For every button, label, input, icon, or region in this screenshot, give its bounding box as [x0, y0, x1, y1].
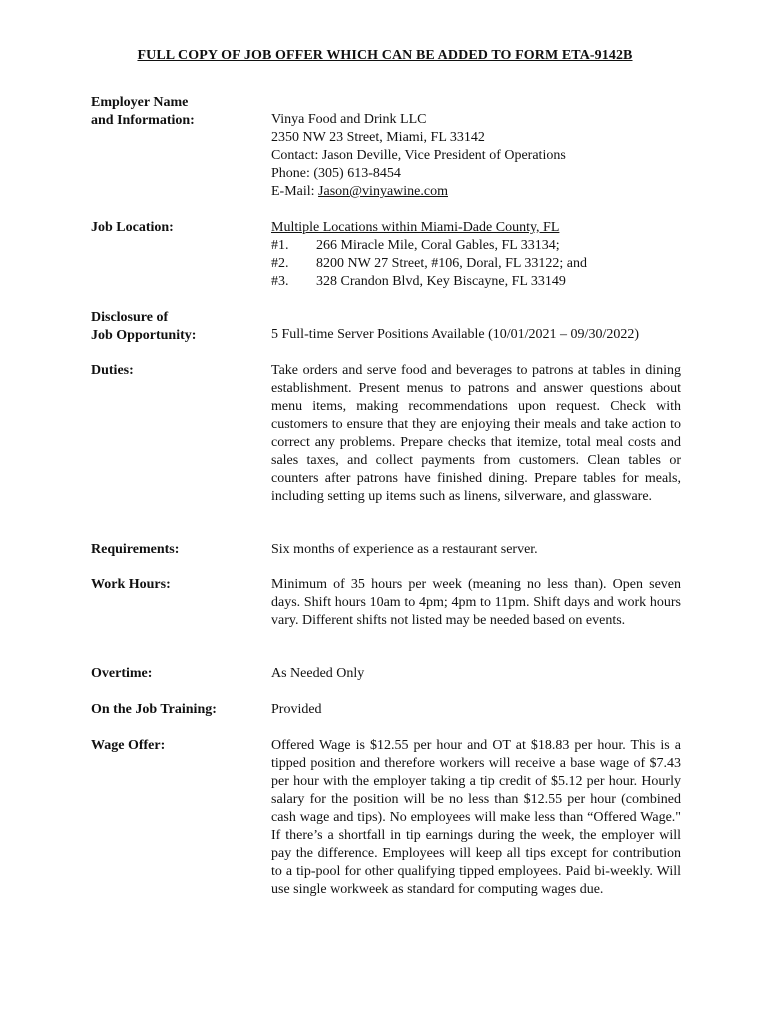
- location-address: 8200 NW 27 Street, #106, Doral, FL 33122; and: [316, 256, 588, 271]
- duties-value: Take orders and serve food and beverages to patrons at tables in dining establishment. Present menus to patrons and answer questions about menu items, making recommendations upon request. Check with customers to ensure that they are enjoying their meals and take action to correct any problems. Prepare checks that itemize, total meal costs and sales taxes, and collect payments from customers. Clean tables or counters after patrons have finished dining. Prepare tables for meals, including setting up items such as linens, silverware, and glassware.: [271, 363, 681, 504]
- employer-contact: Contact: Jason Deville, Vice President of Operations: [271, 148, 566, 163]
- job-location-item: [271, 255, 681, 273]
- requirements-value: Six months of experience as a restaurant server.: [271, 542, 538, 557]
- location-address: 328 Crandon Blvd, Key Biscayne, FL 33149: [316, 274, 566, 289]
- employer-email-link[interactable]: Jason@vinyawine.com: [318, 184, 448, 199]
- work-hours-value: Minimum of 35 hours per week (meaning no less than). Open seven days. Shift hours 10am to 4pm; 4pm to 11pm. Shift days and work hours vary. Different shifts not listed may be needed based on events.: [271, 577, 681, 628]
- training-label: On the Job Training:: [91, 702, 217, 717]
- employer-name: Vinya Food and Drink LLC: [271, 112, 427, 127]
- location-number: #1.: [271, 238, 289, 253]
- job-location-heading: Multiple Locations within Miami-Dade County, FL: [271, 220, 560, 235]
- location-address: 266 Miracle Mile, Coral Gables, FL 33134;: [316, 238, 560, 253]
- disclosure-label-line1: Disclosure of: [91, 310, 169, 325]
- employer-label: [91, 94, 266, 130]
- disclosure-label: [91, 309, 266, 345]
- requirements-label: Requirements:: [91, 542, 180, 557]
- overtime-label: Overtime:: [91, 666, 153, 681]
- job-location-item: [271, 273, 681, 291]
- duties-label: Duties:: [91, 363, 134, 378]
- employer-email-line: [271, 183, 681, 201]
- disclosure-label-line2: Job Opportunity:: [91, 328, 197, 343]
- disclosure-value: 5 Full-time Server Positions Available (10/01/2021 – 09/30/2022): [271, 327, 639, 342]
- training-value: Provided: [271, 702, 322, 717]
- job-location-info: [271, 219, 681, 291]
- employer-email-prefix: E-Mail:: [271, 184, 319, 199]
- job-location-label: Job Location:: [91, 220, 174, 235]
- employer-phone: Phone: (305) 613-8454: [271, 166, 401, 181]
- employer-label-line2: and Information:: [91, 113, 195, 128]
- wage-label: Wage Offer:: [91, 738, 166, 753]
- wage-value: Offered Wage is $12.55 per hour and OT at $18.83 per hour. This is a tipped position and therefore workers will receive a base wage of $7.43 per hour with the employer taking a tip credit of $5.12 per hour. Hourly salary for the position will be no less than $12.55 per hour (combined cash wage and tips). No employees will make less than “Offered Wage." If there’s a shortfall in tip earnings during the week, the employer will pay the difference. Employees will keep all tips except for contribution to a tip-pool for other qualifying tipped employees. Paid bi-weekly. Will use single workweek as standard for computing wages due.: [271, 738, 681, 897]
- document-title: FULL COPY OF JOB OFFER WHICH CAN BE ADDED TO FORM ETA-9142B: [137, 48, 633, 63]
- work-hours-label: Work Hours:: [91, 577, 171, 592]
- employer-address: 2350 NW 23 Street, Miami, FL 33142: [271, 130, 485, 145]
- overtime-value: As Needed Only: [271, 666, 365, 681]
- location-number: #2.: [271, 256, 289, 271]
- employer-info: [271, 111, 681, 201]
- job-location-item: [271, 237, 681, 255]
- location-number: #3.: [271, 274, 289, 289]
- employer-label-line1: Employer Name: [91, 95, 189, 110]
